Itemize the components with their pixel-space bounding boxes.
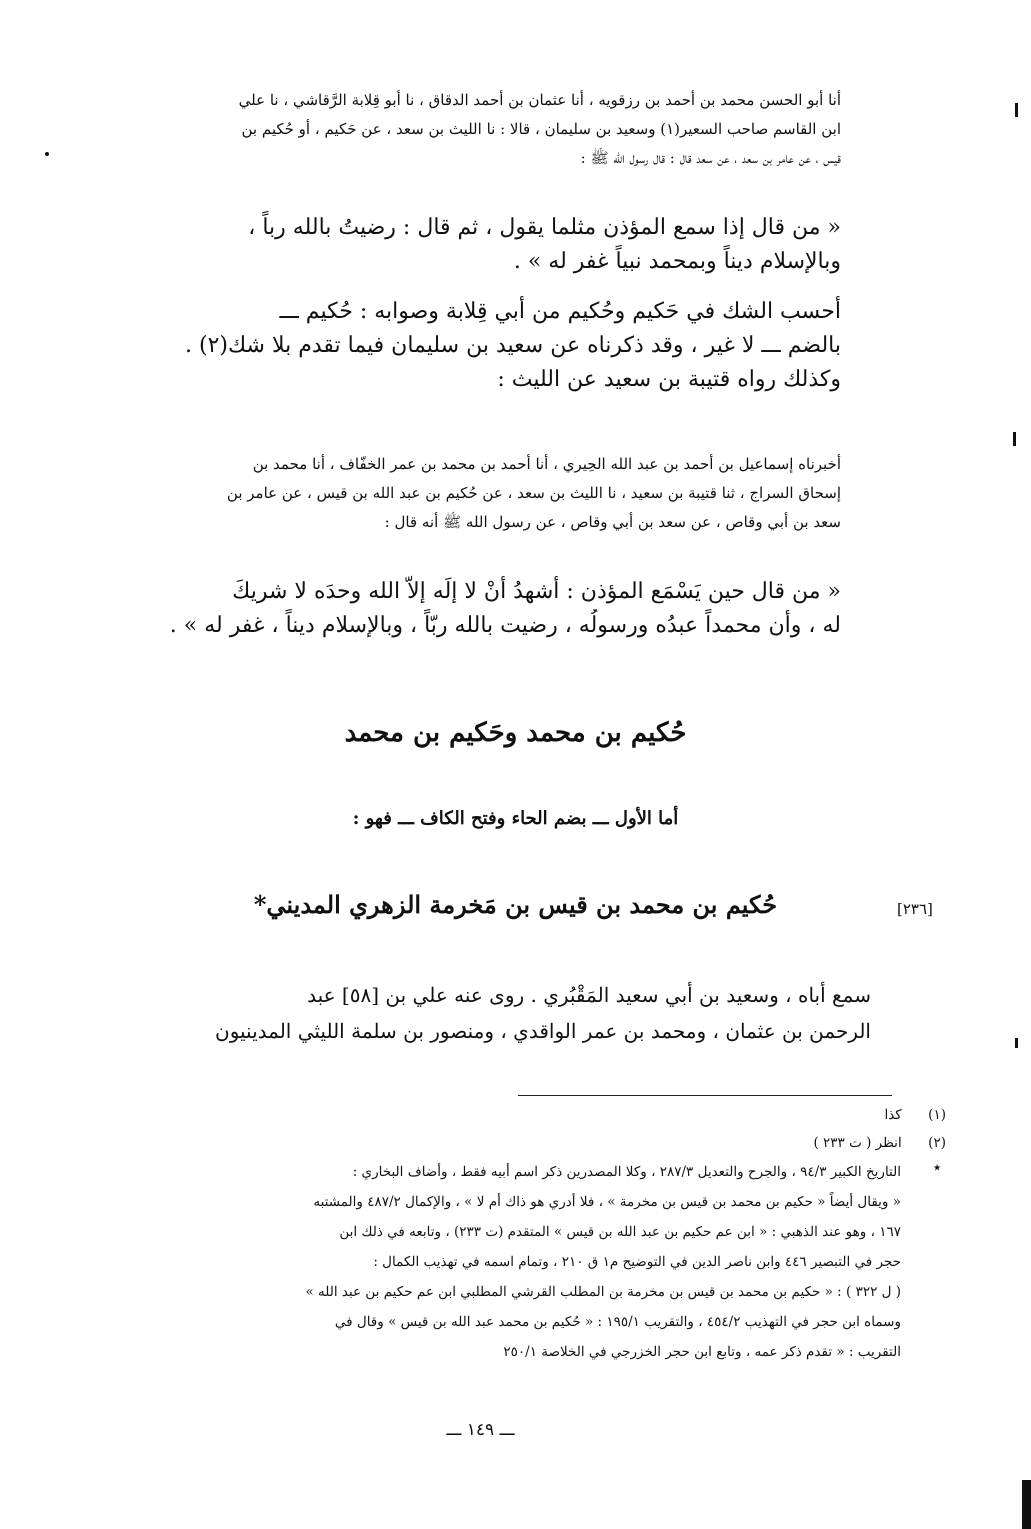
entry-title: حُكيم بن محمد بن قيس بن مَخرمة الزهري المديني* xyxy=(253,890,778,919)
footnote-marker: (٢) xyxy=(928,1135,946,1151)
text-line: سعد بن أبي وقاص ، عن سعد بن أبي وقاص ، عن رسول الله ﷺ أنه قال : xyxy=(384,513,841,531)
text-line: أحسب الشك في حَكيم وحُكيم من أبي قِلابة وصوابه : حُكيم ـــ xyxy=(279,299,841,324)
footnote-text: انظر ( ت ٢٣٣ ) xyxy=(813,1135,902,1151)
commentary-paragraph xyxy=(121,295,841,397)
text-line: الرحمن بن عثمان ، ومحمد بن عمر الواقدي ، ومنصور بن سلمة الليثي المدينيون xyxy=(215,1019,871,1043)
text-line: أنا أبو الحسن محمد بن أحمد بن رزقويه ، أنا عثمان بن أحمد الدقاق ، نا أبو قِلابة الرَّقاشي ، نا علي xyxy=(238,91,841,109)
text-line: وبالإسلام ديناً وبمحمد نبياً غفر له » . xyxy=(513,249,841,274)
text-line: وكذلك رواه قتيبة بن سعيد عن الليث : xyxy=(497,367,841,392)
text-line: إسحاق السراج ، ثنا قتيبة بن سعيد ، نا الليث بن سعد ، عن حُكيم بن عبد الله بن قيس ، عن عامر بن xyxy=(226,484,841,502)
star-note-body xyxy=(131,1157,901,1367)
text-line: ابن القاسم صاحب السعير(١) وسعيد بن سليمان ، قالا : نا الليث بن سعد ، عن حَكيم ، أو حُكيم بن xyxy=(241,120,841,138)
text-line: له ، وأن محمداً عبدُه ورسولُه ، رضيت بالله ربّاً ، وبالإسلام ديناً ، غفر له » . xyxy=(169,613,841,638)
margin-mark xyxy=(1015,103,1018,117)
entry-number: [٢٣٦] xyxy=(897,900,933,918)
footnote-separator xyxy=(518,1095,892,1096)
section-title: حُكيم بن محمد وحَكيم بن محمد xyxy=(344,718,687,748)
text-line: التقريب : « تقدم ذكر عمه ، وتابع ابن حجر الخزرجي في الخلاصة ٢٥٠/١ xyxy=(503,1344,901,1360)
hadith-text-2 xyxy=(121,575,841,643)
text-line: أخبرناه إسماعيل بن أحمد بن عبد الله الحِيري ، أنا أحمد بن محمد بن عمر الخفّاف ، أنا محمد بن xyxy=(252,455,841,473)
star-note-marker: ٭ xyxy=(933,1158,942,1176)
isnad-paragraph-2 xyxy=(121,450,841,537)
margin-mark xyxy=(1022,1480,1031,1529)
text-line: « من قال حين يَسْمَع المؤذن : أشهدُ أنْ لا إلَه إلاّ الله وحدَه لا شريكَ xyxy=(232,579,841,604)
isnad-paragraph-1 xyxy=(121,86,841,173)
page-number: ـــ ١٤٩ ـــ xyxy=(446,1420,515,1440)
footnote-text: كذا xyxy=(884,1107,902,1123)
text-line: بالضم ـــ لا غير ، وقد ذكرناه عن سعيد بن سليمان فيما تقدم بلا شك(٢) . xyxy=(185,333,841,358)
text-line: التاريخ الكبير ٩٤/٣ ، والجرح والتعديل ٢٨٧/٣ ، وكلا المصدرين ذكر اسم أبيه فقط ، وأضاف البخاري : xyxy=(352,1164,901,1180)
margin-mark xyxy=(1013,432,1016,446)
entry-body xyxy=(156,977,871,1049)
section-subtitle: أما الأول ـــ بضم الحاء وفتح الكاف ـــ فهو : xyxy=(352,808,679,829)
text-line: قيس ، عن عامر بن سعد ، عن سعد قال : قال رسول الله ﷺ : xyxy=(580,149,841,167)
margin-mark xyxy=(1015,1038,1018,1048)
text-line: ١٦٧ ، وهو عند الذهبي : « ابن عم حكيم بن عبد الله بن قيس » المتقدم (ت ٢٣٣) ، وتابعه في ذلك ابن xyxy=(339,1224,901,1240)
text-line: « ويقال أيضاً « حكيم بن محمد بن قيس بن مخرمة » ، فلا أدري هو ذاك أم لا » ، والإكمال ٤٨٧/٢ والمشتبه xyxy=(313,1194,901,1210)
hadith-text-1 xyxy=(121,211,841,279)
text-line: « من قال إذا سمع المؤذن مثلما يقول ، ثم قال : رضيتُ بالله رباً ، xyxy=(248,215,841,240)
footnote-1 xyxy=(226,1102,946,1128)
footnote-2 xyxy=(226,1130,946,1156)
text-line: ( ل ٣٢٢ ) : « حكيم بن محمد بن قيس بن مخرمة بن المطلب القرشي المطلبي ابن عم حكيم بن عبد الله » xyxy=(305,1284,901,1300)
margin-mark xyxy=(45,152,49,156)
text-line: وسماه ابن حجر في التهذيب ٤٥٤/٢ ، والتقريب ١٩٥/١ : « حُكيم بن محمد عبد الله بن قيس » وقال في xyxy=(334,1314,901,1330)
footnote-marker: (١) xyxy=(928,1107,946,1123)
text-line: سمع أباه ، وسعيد بن أبي سعيد المَقْبُري . روى عنه علي بن [٥٨] عبد xyxy=(307,983,871,1007)
text-line: حجر في التبصير ٤٤٦ وابن ناصر الدين في التوضيح م١ ق ٢١٠ ، وتمام اسمه في تهذيب الكمال : xyxy=(373,1254,901,1270)
